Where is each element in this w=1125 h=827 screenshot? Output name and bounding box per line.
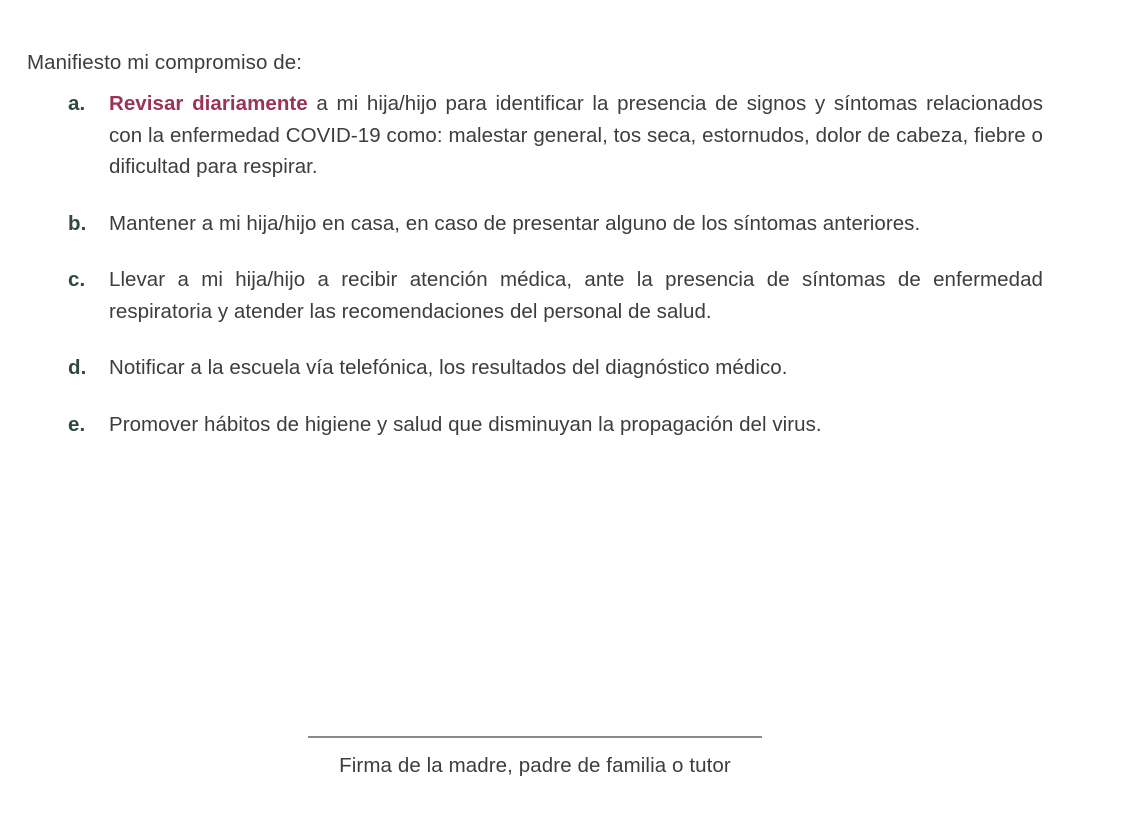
list-item-text-d: Notificar a la escuela vía telefónica, los resultados del diagnóstico médico. <box>109 356 788 379</box>
commitment-list <box>27 88 1043 440</box>
list-item-text-c: Llevar a mi hija/hijo a recibir atención médica, ante la presencia de síntomas de enfermedad respiratoria y atender las recomendaciones del personal de salud. <box>109 268 1043 323</box>
list-item-emphasis-a: Revisar diariamente <box>109 92 308 115</box>
list-item-marker-e: e. <box>68 412 86 436</box>
list-item <box>27 208 1043 240</box>
list-item-marker-c: c. <box>68 268 86 291</box>
list-item-text-e: Promover hábitos de higiene y salud que disminuyan la propagación del virus. <box>109 412 822 436</box>
signature-caption: Firma de la madre, padre de familia o tutor <box>339 754 731 777</box>
signature-line <box>308 736 762 738</box>
list-item <box>27 352 1043 384</box>
list-item <box>27 409 1043 441</box>
list-item <box>27 264 1043 327</box>
signature-block <box>0 736 1070 780</box>
list-item-marker-b: b. <box>68 211 87 235</box>
intro-paragraph: Manifiesto mi compromiso de: <box>27 50 303 74</box>
list-item-marker-d: d. <box>68 356 87 379</box>
list-item <box>27 88 1043 183</box>
list-item-marker-a: a. <box>68 92 86 115</box>
list-item-text-b: Mantener a mi hija/hijo en casa, en caso de presentar alguno de los síntomas anteriores. <box>109 211 921 235</box>
list-item-text-a: a mi hija/hijo para identificar la presencia de signos y síntomas relacionados con la enfermedad COVID-19 como: malestar general, tos seca, estornudos, dolor de cabeza, fiebre o dificultad para respirar. <box>109 92 1043 178</box>
